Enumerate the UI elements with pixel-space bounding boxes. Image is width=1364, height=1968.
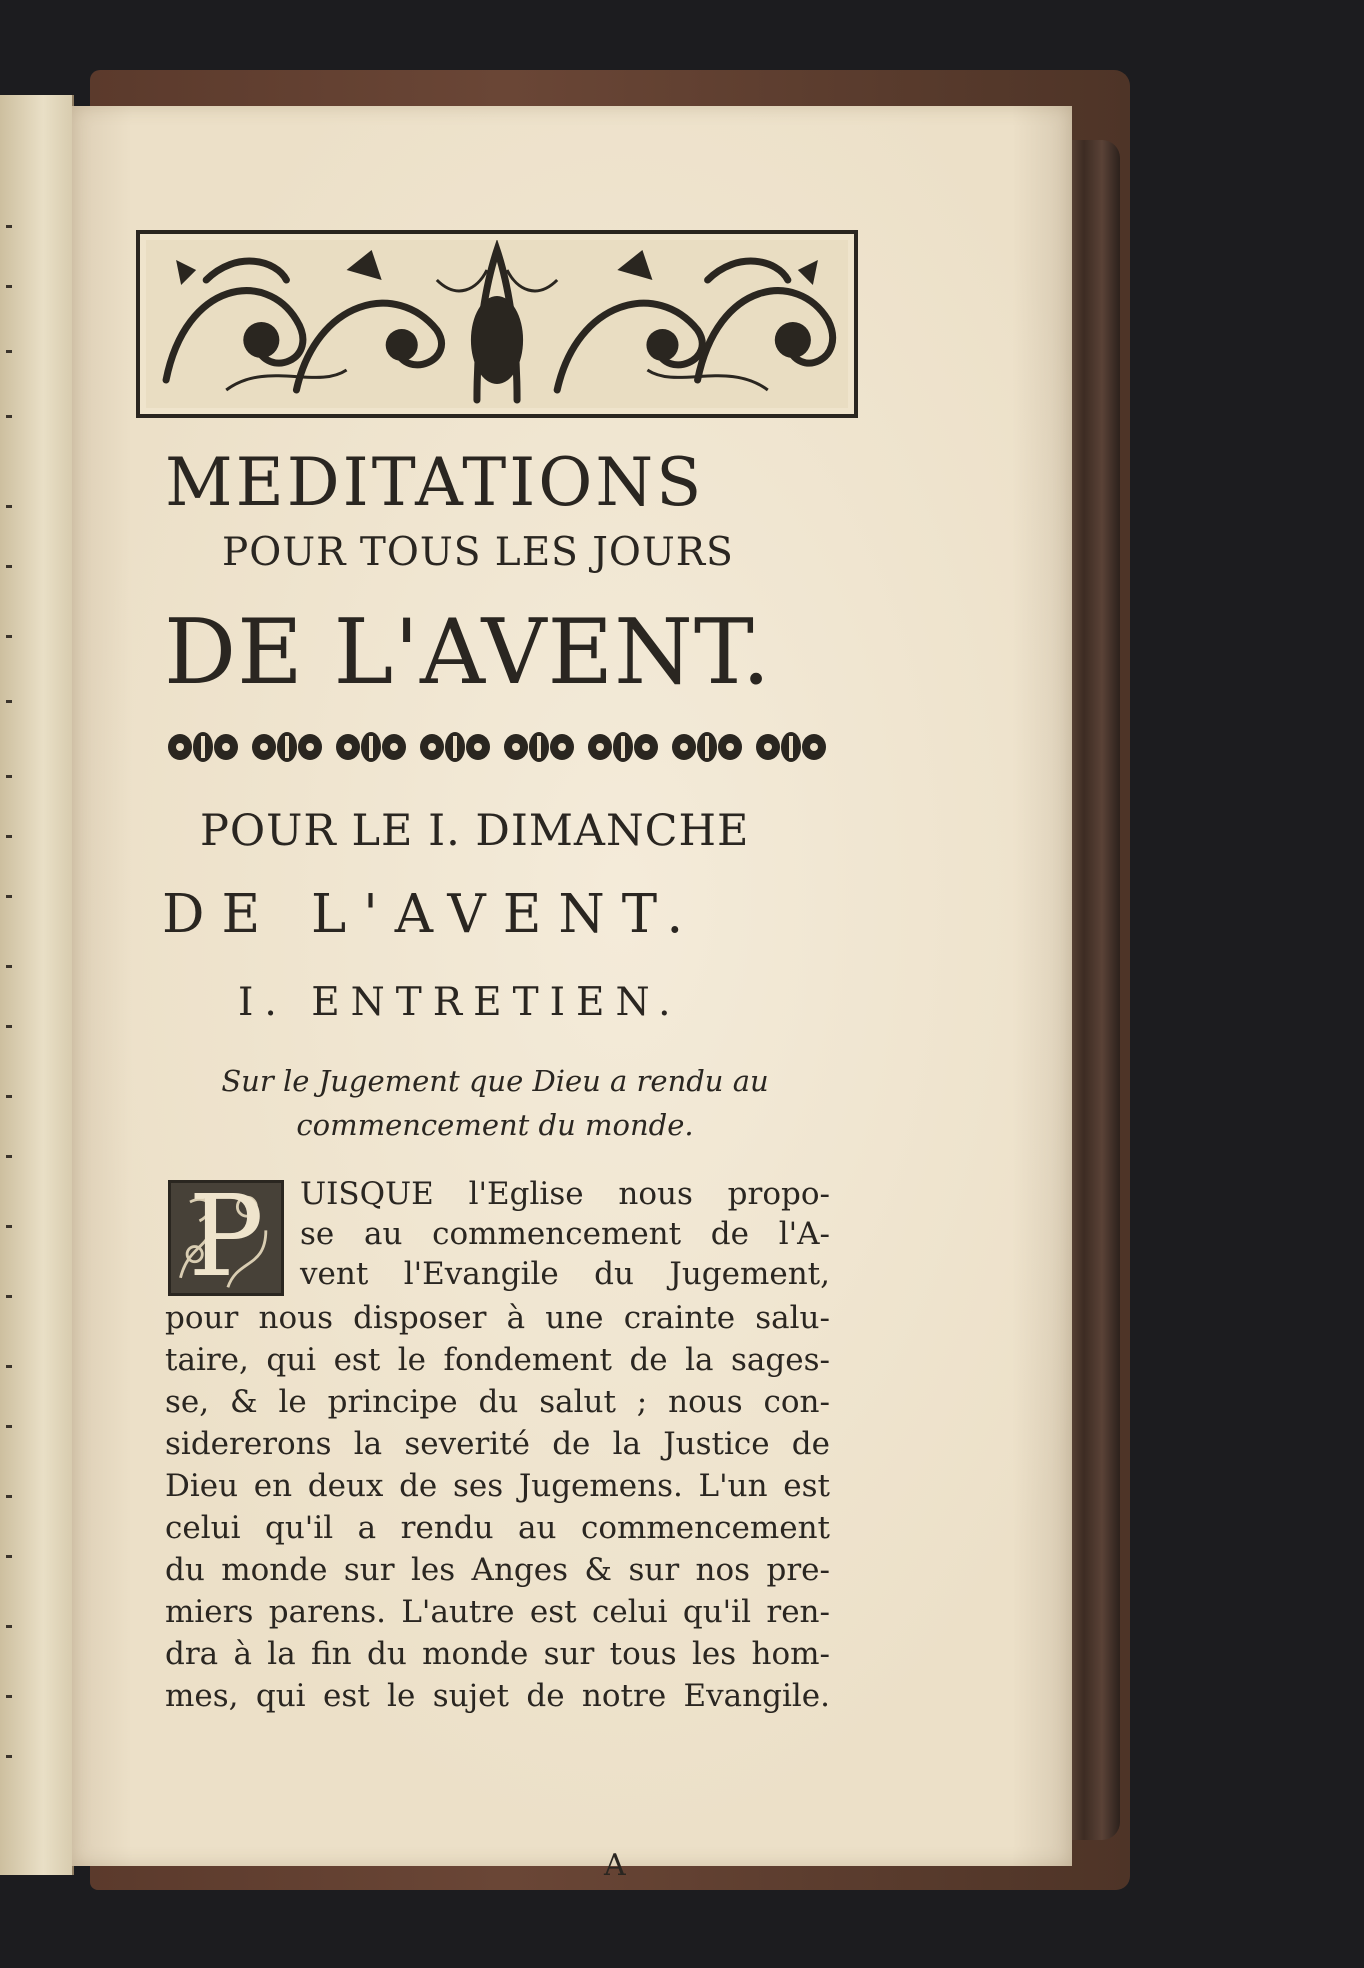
body-line: dra à la fin du monde sur tous les hom- bbox=[165, 1636, 830, 1672]
fleuron-icon bbox=[334, 730, 408, 764]
facing-page-edge bbox=[0, 95, 74, 1875]
fleuron-icon bbox=[670, 730, 744, 764]
section-de-lavent: DE L'AVENT. bbox=[162, 884, 701, 945]
subject-line-2: commencement du monde. bbox=[296, 1108, 694, 1142]
headpiece-ornament bbox=[136, 230, 858, 418]
body-line: Dieu en deux de ses Jugemens. L'un est bbox=[165, 1468, 830, 1504]
fleuron-icon bbox=[586, 730, 660, 764]
body-line: miers parens. L'autre est celui qu'il ren- bbox=[165, 1594, 830, 1630]
heading-de-lavent: DE L'AVENT. bbox=[164, 600, 772, 705]
body-line: UISQUE l'Eglise nous propo- bbox=[300, 1176, 830, 1212]
section-pour-le-dimanche: POUR LE I. DIMANCHE bbox=[200, 806, 750, 856]
body-line: se au commencement de l'A- bbox=[300, 1216, 830, 1252]
acanthus-scroll-icon bbox=[146, 240, 848, 408]
body-line: mes, qui est le sujet de notre Evangile. bbox=[165, 1678, 830, 1714]
heading-meditations: MEDITATIONS bbox=[165, 444, 705, 521]
facing-page-text-fragments bbox=[2, 95, 16, 1875]
body-line: vent l'Evangile du Jugement, bbox=[300, 1256, 830, 1292]
body-line: celui qu'il a rendu au commencement bbox=[165, 1510, 830, 1546]
fleuron-icon bbox=[166, 730, 240, 764]
fleuron-icon bbox=[754, 730, 828, 764]
fleuron-icon bbox=[502, 730, 576, 764]
body-line: taire, qui est le fondement de la sages- bbox=[165, 1342, 830, 1378]
section-entretien: I. ENTRETIEN. bbox=[238, 980, 682, 1025]
body-line: se, & le principe du salut ; nous con- bbox=[165, 1384, 830, 1420]
signature-mark: A bbox=[604, 1848, 626, 1883]
body-line: sidererons la severité de la Justice de bbox=[165, 1426, 830, 1462]
dropcap-initial bbox=[168, 1172, 284, 1302]
fleuron-icon bbox=[418, 730, 492, 764]
subject-line-1: Sur le Jugement que Dieu a rendu au bbox=[221, 1064, 769, 1098]
heading-pour-tous-les-jours: POUR TOUS LES JOURS bbox=[222, 530, 734, 575]
fleuron-rule bbox=[166, 730, 828, 766]
body-line: du monde sur les Anges & sur nos pre- bbox=[165, 1552, 830, 1588]
body-line: pour nous disposer à une crainte salu- bbox=[165, 1300, 830, 1336]
dropcap-letter: P bbox=[188, 1172, 264, 1302]
fleuron-icon bbox=[250, 730, 324, 764]
